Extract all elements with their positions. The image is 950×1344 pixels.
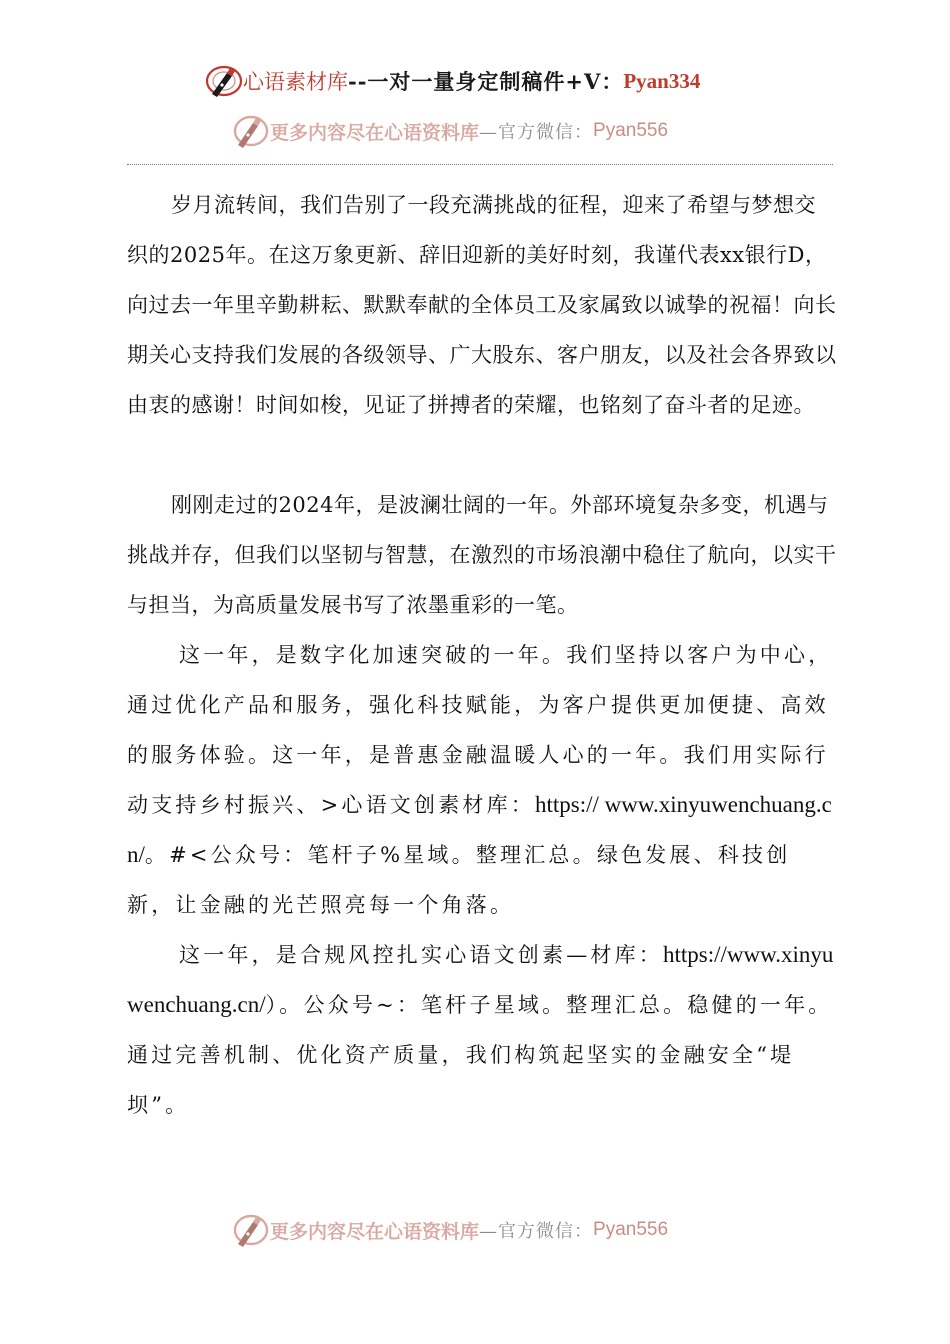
- header-promo: [230, 114, 668, 148]
- header-brand: 心语素材库: [243, 70, 348, 94]
- paragraph-4: [127, 930, 837, 1130]
- paragraph-3-text-a: 这一年，是数字化加速突破的一年。我们坚持以客户为中心，通过优化产品和服务，强化科技赋能，为客户提供更加便捷、高效的服务体验。这一年，是普惠金融温暖人心的一年。我们用实际行动支持乡村振兴、>心语文创素材库：: [127, 643, 833, 817]
- header-divider: [127, 164, 833, 165]
- footer-promo-main-text: 更多内容尽在心语资料库: [270, 1220, 480, 1243]
- footer-promo: [230, 1213, 668, 1247]
- promo-sub-text: —官方微信：: [479, 122, 594, 143]
- header-contact-id: Pyan334: [623, 68, 701, 93]
- paragraph-4-url: https://www.xinyuwenchuang.cn/: [127, 942, 834, 1017]
- paragraph-4-text-b: ）。公众号~：笔杆子星域。整理汇总。稳健的一年。通过完善机制、优化资产质量，我们构筑起坚实的金融安全“堤坝”。: [127, 993, 833, 1117]
- paragraph-2-text: 刚刚走过的2024年，是波澜壮阔的一年。外部环境复杂多变，机遇与挑战并存，但我们以坚韧与智慧，在激烈的市场浪潮中稳住了航向，以实干与担当，为高质量发展书写了浓墨重彩的一笔。: [127, 493, 837, 617]
- paragraph-2: [127, 480, 837, 630]
- paragraph-1: [127, 180, 837, 430]
- paragraph-4-text-a: 这一年，是合规风控扎实心语文创素—材库：: [179, 943, 663, 967]
- pen-nib-logo-icon: [203, 64, 243, 98]
- document-header: [203, 64, 700, 98]
- footer-promo-sub-text: —官方微信：: [479, 1221, 594, 1242]
- promo-wechat-id: Pyan556: [593, 120, 669, 141]
- pen-nib-logo-icon: [230, 114, 270, 148]
- promo-main-text: 更多内容尽在心语资料库: [270, 121, 480, 144]
- paragraph-1-text: 岁月流转间，我们告别了一段充满挑战的征程，迎来了希望与梦想交织的2025年。在这万象更新、辞旧迎新的美好时刻，我谨代表xx银行D，向过去一年里辛勤耕耘、默默奉献的全体员工及家属致以诚挚的祝福！向长期关心支持我们发展的各级领导、广大股东、客户朋友，以及社会各界致以由衷的感谢！时间如梭，见证了拼搏者的荣耀，也铭刻了奋斗者的足迹。: [127, 193, 837, 417]
- paragraph-3: [127, 630, 837, 930]
- footer-promo-wechat-id: Pyan556: [593, 1219, 669, 1240]
- header-slogan: --一对一量身定制稿件+V：: [348, 69, 624, 94]
- paragraph-3-url: https:// www.xinyuwenchuang.cn/: [127, 792, 832, 867]
- pen-nib-logo-icon: [230, 1213, 270, 1247]
- paragraph-3-text-b: 。#<公众号：笔杆子%星域。整理汇总。绿色发展、科技创新，让金融的光芒照亮每一个角落。: [127, 843, 791, 917]
